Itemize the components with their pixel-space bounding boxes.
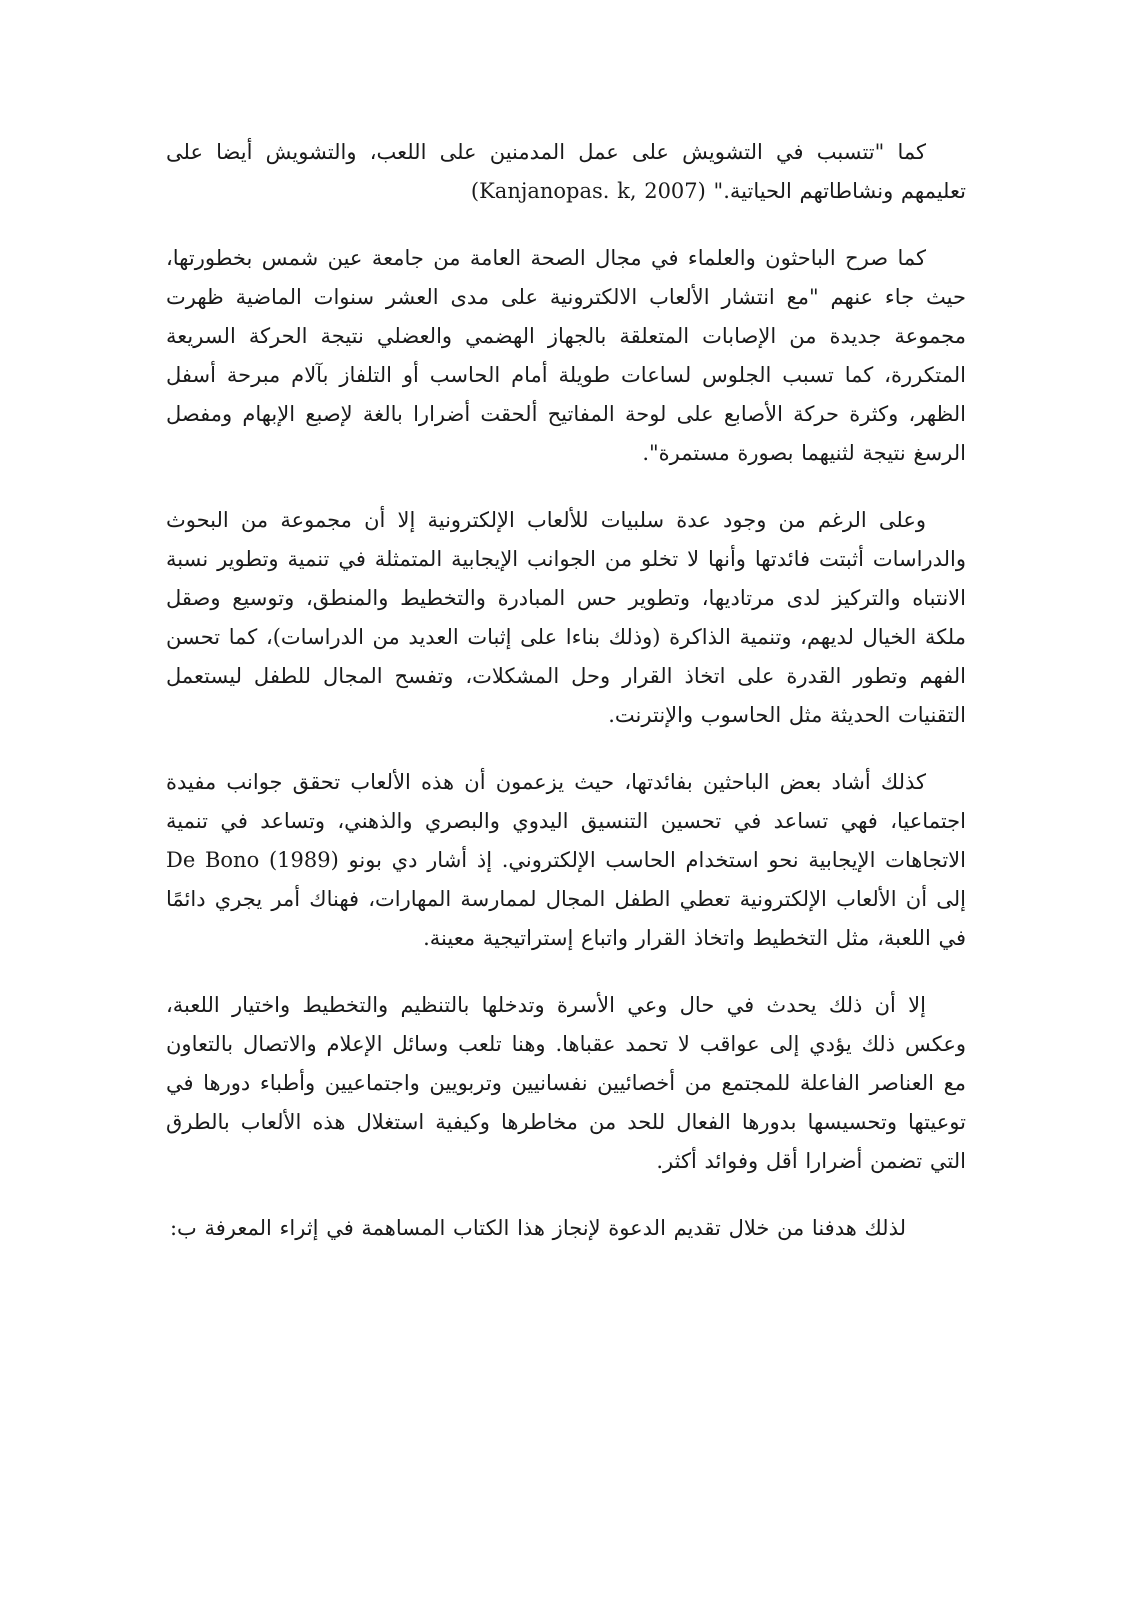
paragraph-1-citation: (Kanjanopas. k, 2007): [470, 179, 706, 203]
paragraph-4-text-before: كذلك أشاد بعض الباحثين بفائدتها، حيث يزعمون أن هذه الألعاب تحقق جوانب مفيدة اجتماعيا، فهي تساعد في تحسين التنسيق اليدوي والبصري والذهني، وتساعد في تنمية الاتجاهات الإيجابية نحو استخدام الحاسب الإلكتروني. إذ أشار دي بونو (1989): [166, 770, 966, 872]
paragraph-3: [166, 501, 966, 735]
paragraph-4: [166, 763, 966, 958]
paragraph-2: [166, 239, 966, 473]
paragraph-1: [166, 133, 966, 211]
paragraph-2-text: كما صرح الباحثون والعلماء في مجال الصحة العامة من جامعة عين شمس بخطورتها، حيث جاء عنهم "مع انتشار الألعاب الالكترونية على مدى العشر سنوات الماضية ظهرت مجموعة جديدة من الإصابات المتعلقة بالجهاز الهضمي والعضلي نتيجة الحركة السريعة المتكررة، كما تسبب الجلوس لساعات طويلة أمام الحاسب أو التلفاز بآلام مبرحة أسفل الظهر، وكثرة حركة الأصابع على لوحة المفاتيح ألحقت أضرارا بالغة لإصبع الإبهام ومفصل الرسغ نتيجة لثنيهما بصورة مستمرة".: [166, 246, 966, 465]
paragraph-4-text-after: إلى أن الألعاب الإلكترونية تعطي الطفل المجال لممارسة المهارات، فهناك أمر يجري دائمًا في اللعبة، مثل التخطيط واتخاذ القرار واتباع إستراتيجية معينة.: [166, 887, 966, 950]
paragraph-3-text: وعلى الرغم من وجود عدة سلبيات للألعاب الإلكترونية إلا أن مجموعة من البحوث والدراسات أثبتت فائدتها وأنها لا تخلو من الجوانب الإيجابية المتمثلة في تنمية وتطوير نسبة الانتباه والتركيز لدى مرتاديها، وتطوير حس المبادرة والتخطيط والمنطق، وتوسيع وصقل ملكة الخيال لديهم، وتنمية الذاكرة (وذلك بناءا على إثبات العديد من الدراسات)، كما تحسن الفهم وتطور القدرة على اتخاذ القرار وحل المشكلات، وتفسح المجال للطفل ليستعمل التقنيات الحديثة مثل الحاسوب والإنترنت.: [166, 508, 966, 727]
paragraph-5-text: إلا أن ذلك يحدث في حال وعي الأسرة وتدخلها بالتنظيم والتخطيط واختيار اللعبة، وعكس ذلك يؤدي إلى عواقب لا تحمد عقباها. وهنا تلعب وسائل الإعلام والاتصال بالتعاون مع العناصر الفاعلة للمجتمع من أخصائيين نفسانيين وتربويين واجتماعيين وأطباء دورها في توعيتها وتحسيسها بدورها الفعال للحد من مخاطرها وكيفية استغلال هذه الألعاب بالطرق التي تضمن أضرارا أقل وفوائد أكثر.: [166, 993, 966, 1173]
paragraph-5: [166, 986, 966, 1181]
closing-line: [166, 1209, 966, 1248]
closing-line-text: لذلك هدفنا من خلال تقديم الدعوة لإنجاز هذا الكتاب المساهمة في إثراء المعرفة ب:: [169, 1216, 906, 1240]
paragraph-1-text: كما "تتسبب في التشويش على عمل المدمنين على اللعب، والتشويش أيضا على تعليمهم ونشاطاتهم الحياتية.": [166, 140, 966, 203]
document-body: [166, 133, 966, 1276]
paragraph-4-latin-name: De Bono: [166, 848, 260, 872]
